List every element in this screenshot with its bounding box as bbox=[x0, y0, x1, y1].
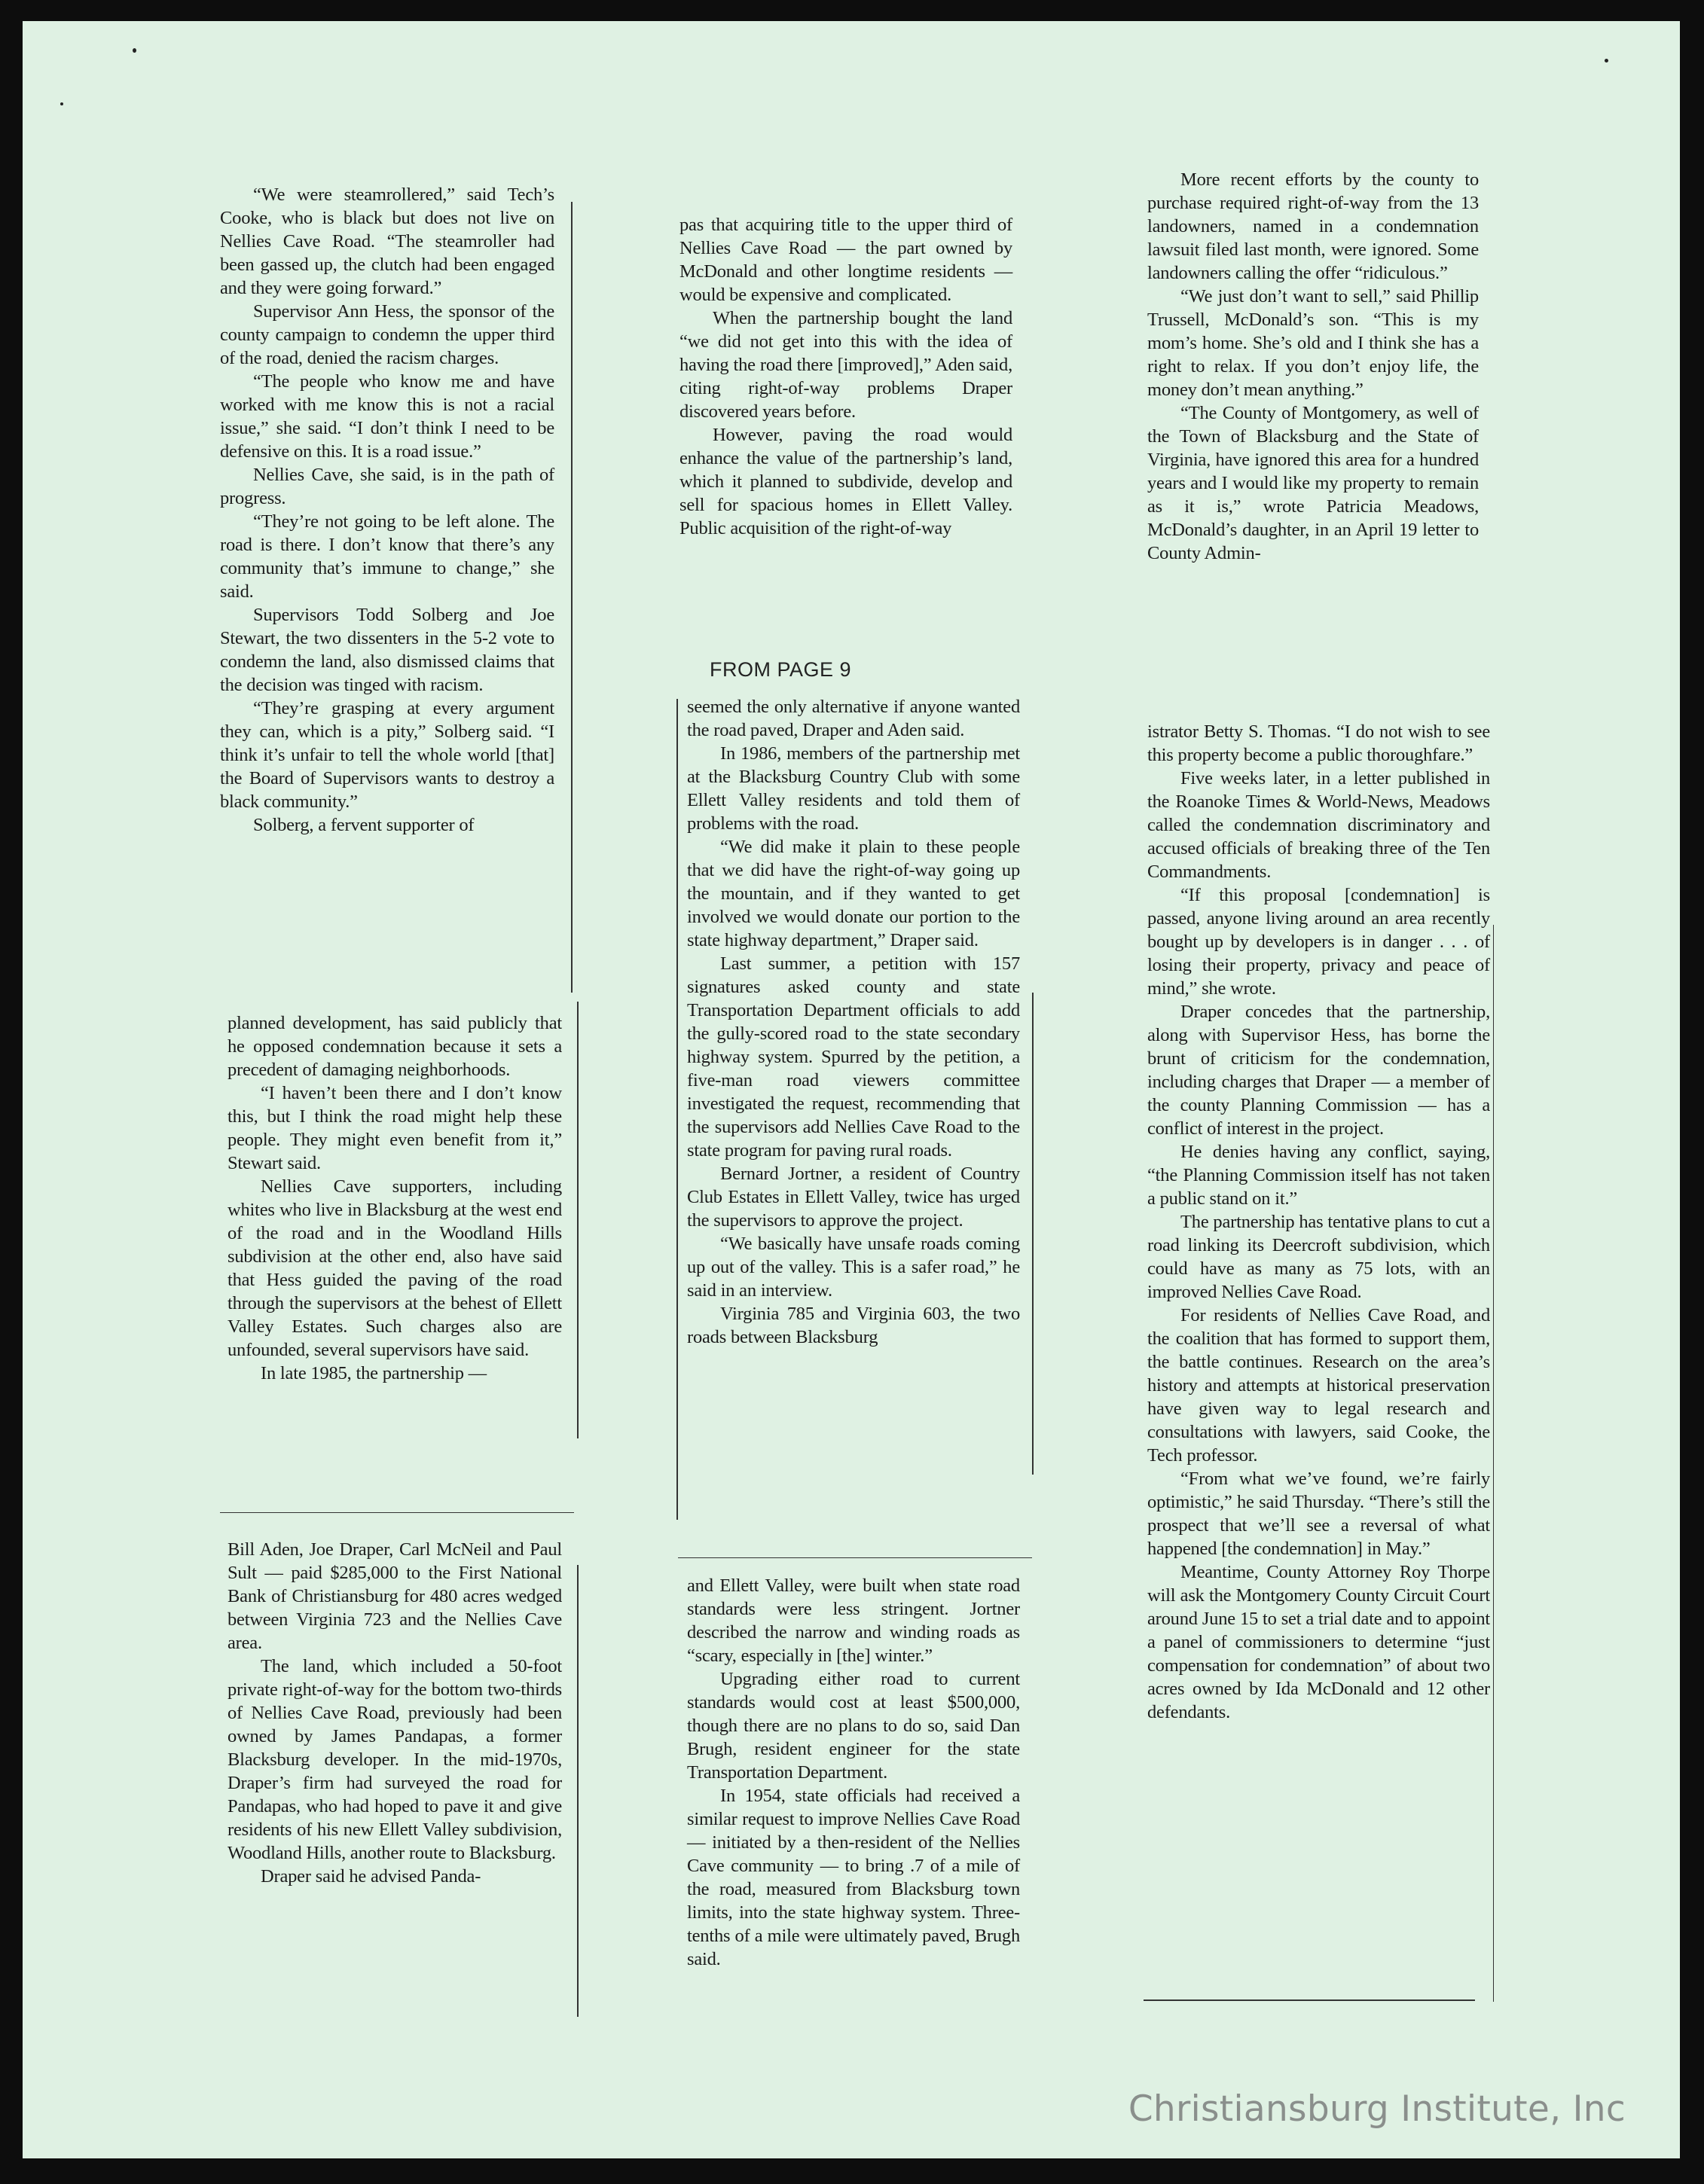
paragraph: “I haven’t been there and I don’t know this, but I think the road might help these people. They might even benefit from it,” Stewart said. bbox=[228, 1083, 562, 1173]
column-1-top-text bbox=[220, 183, 554, 837]
column-1-middle-text bbox=[228, 1011, 562, 1385]
paragraph: In 1986, members of the partnership met at the Blacksburg Country Club with some Ellett Valley residents and told them of problems with the road. bbox=[687, 743, 1020, 834]
paragraph: For residents of Nellies Cave Road, and the coalition that has formed to support them, the battle continues. Research on the area’s history and attempts at historical preservation have given way to legal research and consultations with lawyers, said Cooke, the Tech professor. bbox=[1147, 1305, 1490, 1466]
paragraph: “The people who know me and have worked with me know this is not a racial issue,” she said. “I don’t think I need to be defensive on this. It is a road issue.” bbox=[220, 371, 554, 462]
paragraph: seemed the only alternative if anyone wanted the road paved, Draper and Aden said. bbox=[687, 697, 1020, 740]
article-end-rule bbox=[1144, 1999, 1475, 2001]
archive-watermark: Christiansburg Institute, Inc bbox=[1128, 2088, 1626, 2130]
paragraph: He denies having any conflict, saying, “the Planning Commission itself has not taken a public stand on it.” bbox=[1147, 1142, 1490, 1209]
scan-speck bbox=[60, 102, 63, 105]
column-2-cut-rule bbox=[678, 1557, 1032, 1558]
paragraph: However, paving the road would enhance the value of the partnership’s land, which it planned to subdivide, develop and sell for spacious homes in Ellett Valley. Public acquisition of the right-of-way bbox=[679, 425, 1012, 538]
paragraph: “The County of Montgomery, as well of the Town of Blacksburg and the State of Virginia, have ignored this area for a hundred years and I would like my property to remain as it is,” wrote Patricia Meadows, McDonald’s daughter, in an April 19 letter to County Admin- bbox=[1147, 403, 1479, 563]
paragraph: “We were steamrollered,” said Tech’s Cooke, who is black but does not live on Nellies Cave Road. “The steamroller had been gassed up, the clutch had been engaged and they were going forward.” bbox=[220, 185, 554, 298]
paragraph: In 1954, state officials had received a similar request to improve Nellies Cave Road — initiated by a then-resident of the Nellies Cave community — to bring .7 of a mile of the road, measured from Blacksburg town limits, into the state highway system. Three-tenths of a mile were ultimately paved, Brugh said. bbox=[687, 1786, 1020, 1969]
paragraph: When the partnership bought the land “we did not get into this with the idea of having the road there [improved],” Aden said, citing right-of-way problems Draper discovered years before. bbox=[679, 308, 1012, 422]
paragraph: “We did make it plain to these people that we did have the right-of-way going up the mountain, and if they wanted to get involved we would donate our portion to the state highway department,” Draper said. bbox=[687, 837, 1020, 950]
column-1-right-rule bbox=[577, 1002, 579, 1438]
paragraph: pas that acquiring title to the upper third of Nellies Cave Road — the part owned by McDonald and other longtime residents — would be expensive and complicated. bbox=[679, 215, 1012, 305]
paragraph: “We just don’t want to sell,” said Phillip Trussell, McDonald’s son. “This is my mom’s home. She’s old and I think she has a right to relax. If you don’t enjoy life, the money don’t mean anything.” bbox=[1147, 286, 1479, 400]
paragraph: “They’re grasping at every argument they can, which is a pity,” Solberg said. “I think it’s unfair to tell the whole world [that] the Board of Supervisors wants to destroy a black community.” bbox=[220, 698, 554, 812]
paragraph: Nellies Cave supporters, including whites who live in Blacksburg at the west end of the road and in the Woodland Hills subdivision at the other end, also have said that Hess guided the paving of the road through the supervisors at the behest of Ellett Valley Estates. Such charges also are unfounded, several supervisors have said. bbox=[228, 1176, 562, 1360]
column-3-right-rule bbox=[1493, 925, 1494, 2002]
paragraph: Draper said he advised Panda- bbox=[261, 1866, 481, 1887]
paragraph: Meantime, County Attorney Roy Thorpe will ask the Montgomery County Circuit Court around June 15 to set a trial date and to appoint a panel of commissioners to determine “just compensation for condemnation” of about two acres owned by Ida McDonald and 12 other defendants. bbox=[1147, 1562, 1490, 1722]
paragraph: Solberg, a fervent supporter of bbox=[253, 815, 475, 835]
column-1-right-rule bbox=[577, 1565, 579, 2017]
paragraph: Last summer, a petition with 157 signatures asked county and state Transportation Department officials to add the gully-scored road to the state secondary highway system. Spurred by the petition, a five-man road viewers committee investigated the request, recommending that the supervisors add Nellies Cave Road to the state program for paving rural roads. bbox=[687, 953, 1020, 1161]
paragraph: Draper concedes that the partnership, along with Supervisor Hess, has borne the brunt of criticism for the condemnation, including charges that Draper — a member of the county Planning Commission — has a conflict of interest in the project. bbox=[1147, 1002, 1490, 1139]
paragraph: Bill Aden, Joe Draper, Carl McNeil and Paul Sult — paid $285,000 to the First National Bank of Christiansburg for 480 acres wedged between Virginia 723 and the Nellies Cave area. bbox=[228, 1539, 562, 1653]
paragraph: “If this proposal [condemnation] is passed, anyone living around an area recently bought up by developers is in danger . . . of losing their property, privacy and peace of mind,” she wrote. bbox=[1147, 885, 1490, 999]
paragraph: Upgrading either road to current standards would cost at least $500,000, though there are no plans to do so, said Dan Brugh, resident engineer for the state Transportation Department. bbox=[687, 1669, 1020, 1783]
column-3-bottom-text bbox=[1147, 720, 1490, 1724]
paragraph: Nellies Cave, she said, is in the path of progress. bbox=[220, 465, 554, 508]
column-1-right-rule bbox=[571, 202, 573, 993]
column-2-left-rule bbox=[676, 699, 678, 1520]
paragraph: and Ellett Valley, were built when state road standards were less stringent. Jortner described the narrow and winding roads as “scary, especially in [the] winter.” bbox=[687, 1575, 1020, 1666]
column-3-top-text bbox=[1147, 168, 1479, 565]
scan-speck bbox=[133, 48, 136, 53]
paragraph: Supervisor Ann Hess, the sponsor of the county campaign to condemn the upper third of the road, denied the racism charges. bbox=[220, 301, 554, 368]
paragraph: In late 1985, the partnership — bbox=[261, 1363, 487, 1383]
column-2-middle-text bbox=[687, 695, 1020, 1349]
paragraph: More recent efforts by the county to purchase required right-of-way from the 13 landowners, named in a condemnation lawsuit filed last month, were ignored. Some landowners calling the offer “ridiculous.” bbox=[1147, 169, 1479, 283]
paragraph: Five weeks later, in a letter published in the Roanoke Times & World-News, Meadows called the condemnation discriminatory and accused officials of breaking three of the Ten Commandments. bbox=[1147, 768, 1490, 882]
column-1-bottom-text bbox=[228, 1538, 562, 1888]
column-2-right-rule bbox=[1032, 993, 1034, 1475]
paragraph: Bernard Jortner, a resident of Country Club Estates in Ellett Valley, twice has urged the supervisors to approve the project. bbox=[687, 1164, 1020, 1231]
column-1-cut-rule bbox=[220, 1512, 574, 1513]
column-2-top-text bbox=[679, 213, 1012, 540]
paragraph: Virginia 785 and Virginia 603, the two roads between Blacksburg bbox=[687, 1304, 1020, 1347]
paragraph: planned development, has said publicly that he opposed condemnation because it sets a precedent of damaging neighborhoods. bbox=[228, 1013, 562, 1080]
paragraph: istrator Betty S. Thomas. “I do not wish to see this property become a public thoroughfare.” bbox=[1147, 721, 1490, 765]
paragraph: “They’re not going to be left alone. The road is there. I don’t know that there’s any community that’s immune to change,” she said. bbox=[220, 511, 554, 602]
paragraph: “We basically have unsafe roads coming up out of the valley. This is a safer road,” he said in an interview. bbox=[687, 1234, 1020, 1301]
scanned-newspaper-page bbox=[23, 21, 1680, 2158]
paragraph: The land, which included a 50-foot private right-of-way for the bottom two-thirds of Nellies Cave Road, previously had been owned by James Pandapas, a former Blacksburg developer. In the mid-1970s, Draper’s firm had surveyed the road for Pandapas, who had hoped to pave it and give residents of his new Ellett Valley subdivision, Woodland Hills, another route to Blacksburg. bbox=[228, 1656, 562, 1863]
paragraph: “From what we’ve found, we’re fairly optimistic,” he said Thursday. “There’s still the prospect that we’ll see a reversal of what happened [the condemnation] in May.” bbox=[1147, 1469, 1490, 1559]
paragraph: Supervisors Todd Solberg and Joe Stewart, the two dissenters in the 5-2 vote to condemn the land, also dismissed claims that the decision was tinged with racism. bbox=[220, 605, 554, 695]
continued-from-page-label: FROM PAGE 9 bbox=[710, 658, 852, 681]
column-2-bottom-text bbox=[687, 1574, 1020, 1971]
scan-speck bbox=[1605, 59, 1608, 63]
paragraph: The partnership has tentative plans to cut a road linking its Deercroft subdivision, which could have as many as 75 lots, with an improved Nellies Cave Road. bbox=[1147, 1212, 1490, 1302]
